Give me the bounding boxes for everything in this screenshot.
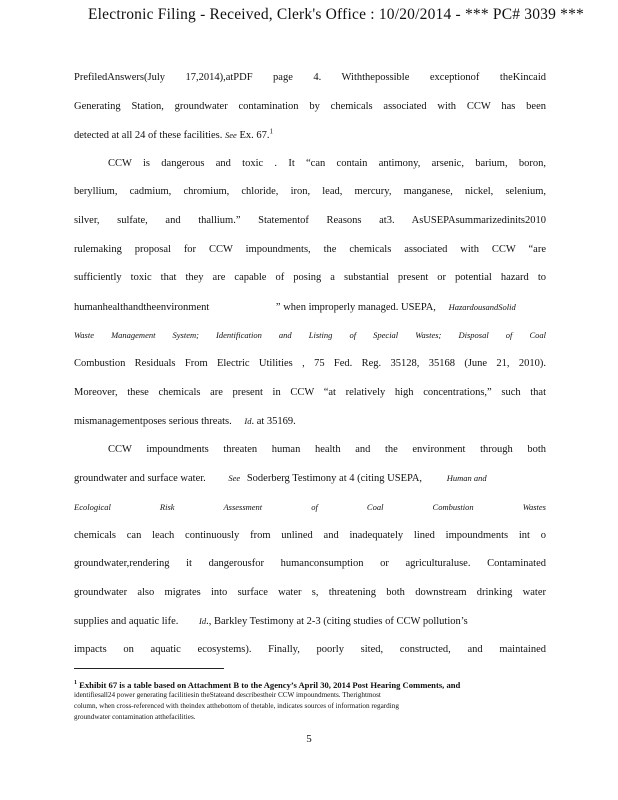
text-line (74, 464, 546, 493)
footnote-marker: 1 (74, 680, 77, 686)
text-line: groundwater also migrates into surface water s, threatening both downstream drinking water (74, 586, 546, 598)
exhibit-ref: Ex. 67. (239, 130, 270, 142)
footnote (74, 678, 546, 722)
text-line (74, 293, 546, 322)
citation-signal: See (228, 473, 241, 484)
text-line: groundwater,rendering it dangerousfor humanconsumption or agriculturaluse. Contaminated (74, 558, 546, 570)
text-span: mismanagementposes serious threats. (74, 416, 232, 428)
page-number: 5 (306, 733, 312, 745)
text-line: Combustion Residuals From Electric Utilities , 75 Fed. Reg. 35128, 35168 (June 21, 2010). (74, 357, 546, 369)
footnote-line: column, when cross-referenced with theindex atthebottom of thetable, indicates sources of information regarding (74, 702, 399, 711)
text-line: rulemaking proposal for CCW impoundments, the chemicals associated with CCW “are (74, 243, 546, 255)
text-line: Generating Station, groundwater contamination by chemicals associated with CCW has been (74, 100, 546, 112)
citation-title: Human and (446, 473, 487, 484)
footnote-line: groundwater contamination atthefacilities. (74, 712, 196, 721)
text-span: detected at all 24 of these facilities. (74, 130, 223, 142)
text-line (74, 121, 546, 150)
text-span: . at 35169. (251, 416, 296, 428)
footnote-divider (74, 668, 224, 669)
text-line: CCW is dangerous and toxic . It “can contain antimony, arsenic, barium, boron, (108, 157, 546, 169)
citation-title: Ecological Risk Assessment of Coal Combustion Wastes (74, 501, 546, 512)
text-line: impacts on aquatic ecosystems). Finally, poorly sited, constructed, and maintained (74, 643, 546, 655)
text-line (74, 321, 546, 350)
footnote-line: identifiesall24 power generating facilitiesin theStateand describestheir CCW impoundments. Therightmost (74, 691, 381, 700)
text-line: silver, sulfate, and thallium.” Statementof Reasons at3. AsUSEPAsummarizedinits2010 (74, 214, 546, 226)
text-line: CCW impoundments threaten human health and the environment through both (108, 443, 546, 455)
citation-signal: Id (199, 616, 207, 627)
citation-signal: Id (244, 416, 252, 427)
footnote-line (74, 678, 546, 690)
citation-signal: See (225, 130, 237, 141)
footnote-ref: 1 (269, 127, 273, 136)
text-line: sufficiently toxic that they are capable of posing a substantial present or potential hazard to (74, 272, 546, 284)
text-line: chemicals can leach continuously from unlined and inadequately lined impoundments int o (74, 529, 546, 541)
text-span: groundwater and surface water. (74, 473, 206, 485)
citation-title: HazardousandSolid (448, 301, 516, 312)
text-line (74, 493, 546, 522)
citation-title: Waste Management System; Identification and Listing of Special Wastes; Disposal of Coal (74, 330, 546, 341)
body-text (74, 64, 546, 664)
text-line: PrefiledAnswers(July 17,2014),atPDF page 4. Withthepossible exceptionof theKincaid (74, 72, 546, 83)
text-span: humanhealthandtheenvironment (74, 301, 210, 313)
text-line (74, 407, 546, 436)
text-span: ., Barkley Testimony at 2-3 (citing studies of CCW pollution’s (206, 616, 468, 628)
footnote-text: Exhibit 67 is a table based on Attachment B to the Agency’s April 30, 2014 Post Hearing Comments, and (79, 679, 461, 690)
filing-stamp-header: Electronic Filing - Received, Clerk's Office : 10/20/2014 - *** PC# 3039 *** (88, 6, 584, 23)
text-line: beryllium, cadmium, chromium, chloride, iron, lead, mercury, manganese, nickel, selenium, (74, 186, 546, 198)
text-span: supplies and aquatic life. (74, 616, 179, 628)
text-span: Soderberg Testimony at 4 (citing USEPA, (246, 473, 423, 485)
text-span: ” when improperly managed. USEPA, (275, 301, 436, 313)
text-line (74, 607, 546, 636)
text-line: Moreover, these chemicals are present in CCW “at relatively high concentrations,” such that (74, 386, 546, 398)
